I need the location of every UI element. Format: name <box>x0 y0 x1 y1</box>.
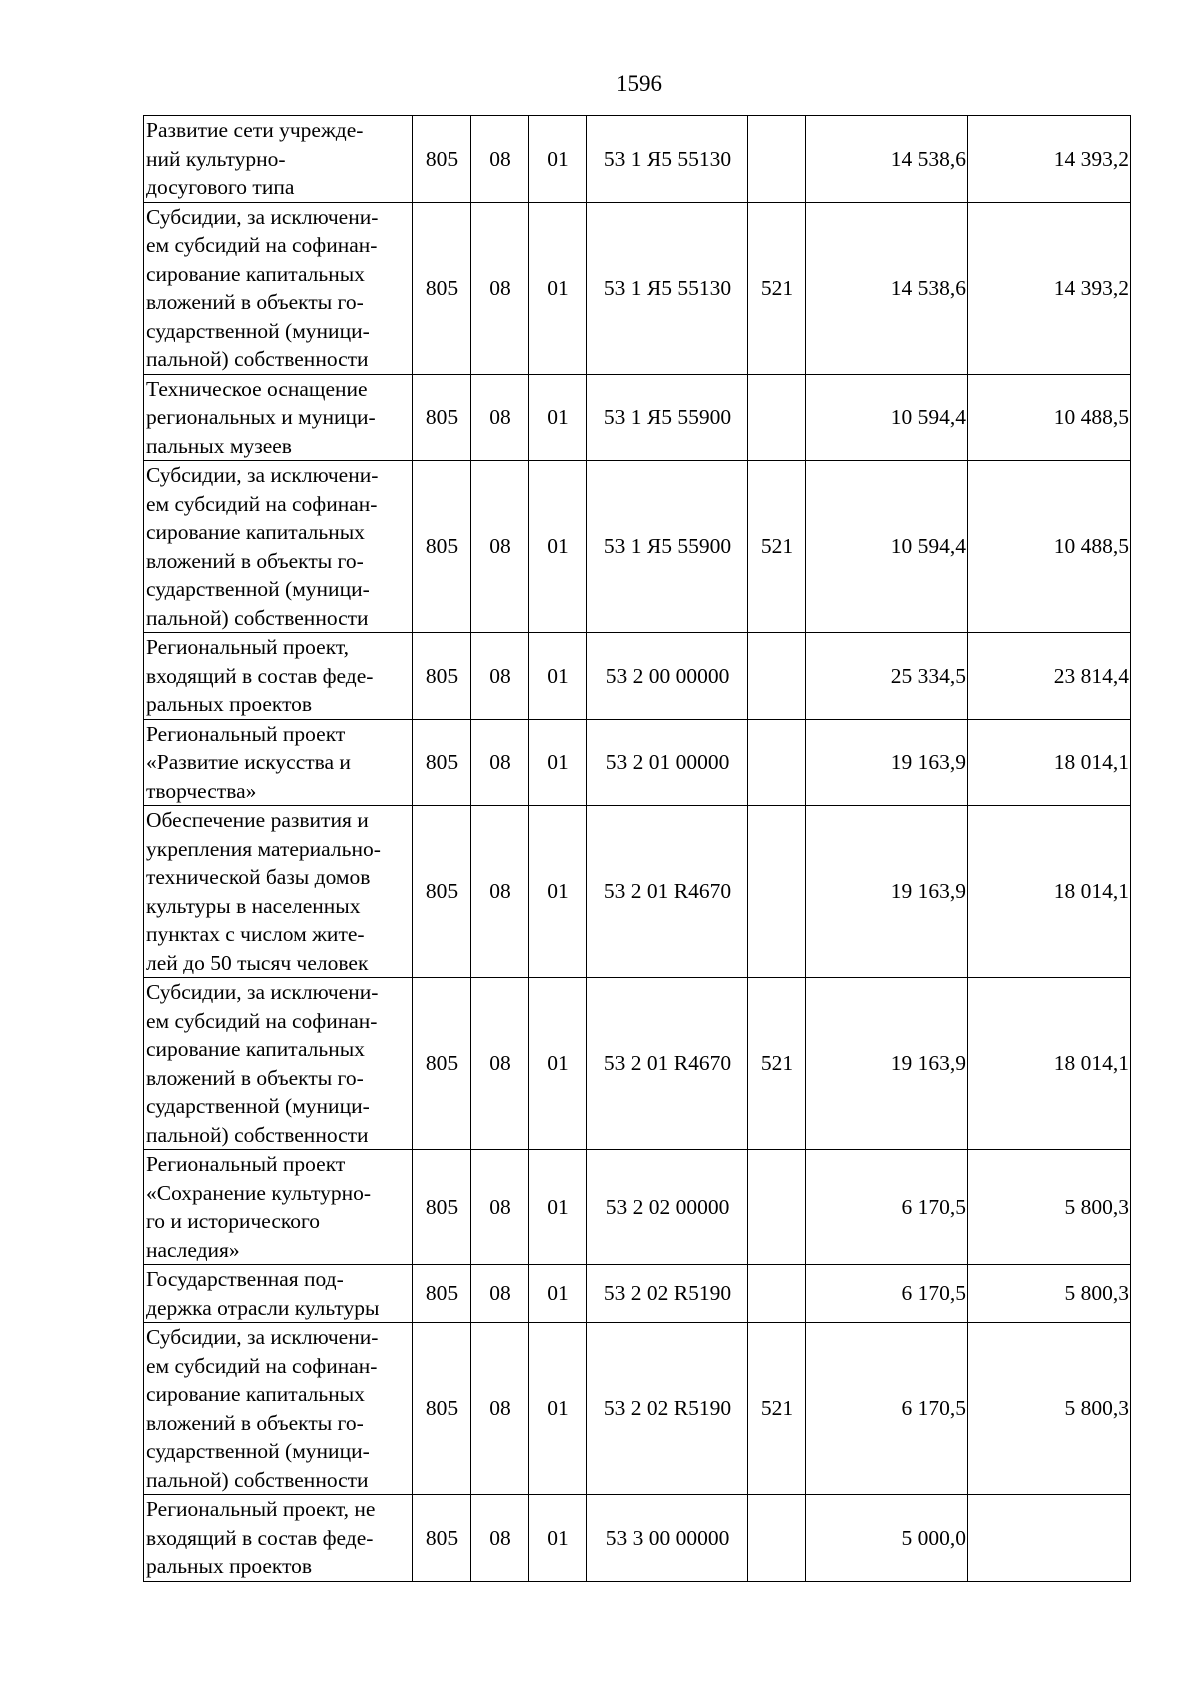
amount-first-year-cell: 6 170,5 <box>806 1265 968 1323</box>
table-row <box>144 719 1131 806</box>
subsection-code-cell: 01 <box>529 116 587 203</box>
amount-first-year-cell: 14 538,6 <box>806 202 968 374</box>
expense-name-cell: Субсидии, за исключени- ем субсидий на софинан- сирование капитальных вложений в объекты го- сударственной (муници- пальной) собственности <box>144 461 413 633</box>
ministry-code-cell: 805 <box>413 1265 471 1323</box>
amount-second-year-cell: 10 488,5 <box>968 374 1131 461</box>
amount-first-year-cell: 25 334,5 <box>806 633 968 720</box>
section-code-cell: 08 <box>471 806 529 978</box>
table-row <box>144 202 1131 374</box>
subsection-code-cell: 01 <box>529 1323 587 1495</box>
expense-type-cell: 521 <box>748 978 806 1150</box>
amount-second-year-cell <box>968 1495 1131 1582</box>
amount-second-year-cell: 18 014,1 <box>968 719 1131 806</box>
expense-name-cell: Региональный проект, не входящий в состав феде- ральных проектов <box>144 1495 413 1582</box>
amount-second-year-cell: 18 014,1 <box>968 806 1131 978</box>
section-code-cell: 08 <box>471 1265 529 1323</box>
amount-first-year-cell: 19 163,9 <box>806 719 968 806</box>
target-article-cell: 53 2 01 00000 <box>587 719 748 806</box>
amount-second-year-cell: 18 014,1 <box>968 978 1131 1150</box>
subsection-code-cell: 01 <box>529 1150 587 1265</box>
expense-name-cell: Региональный проект «Сохранение культурно- го и исторического наследия» <box>144 1150 413 1265</box>
section-code-cell: 08 <box>471 978 529 1150</box>
target-article-cell: 53 1 Я5 55900 <box>587 461 748 633</box>
expense-name-cell: Развитие сети учрежде- ний культурно- досугового типа <box>144 116 413 203</box>
target-article-cell: 53 3 00 00000 <box>587 1495 748 1582</box>
ministry-code-cell: 805 <box>413 1495 471 1582</box>
expense-type-cell <box>748 374 806 461</box>
expense-type-cell: 521 <box>748 1323 806 1495</box>
table-row <box>144 978 1131 1150</box>
section-code-cell: 08 <box>471 461 529 633</box>
amount-second-year-cell: 5 800,3 <box>968 1265 1131 1323</box>
amount-first-year-cell: 19 163,9 <box>806 806 968 978</box>
expense-name-cell: Обеспечение развития и укрепления материально- технической базы домов культуры в населенных пунктах с числом жите- лей до 50 тысяч человек <box>144 806 413 978</box>
expense-type-cell <box>748 1265 806 1323</box>
expense-type-cell <box>748 1150 806 1265</box>
ministry-code-cell: 805 <box>413 116 471 203</box>
budget-table <box>143 115 1131 1582</box>
amount-second-year-cell: 10 488,5 <box>968 461 1131 633</box>
amount-second-year-cell: 14 393,2 <box>968 202 1131 374</box>
expense-type-cell <box>748 719 806 806</box>
section-code-cell: 08 <box>471 1150 529 1265</box>
ministry-code-cell: 805 <box>413 374 471 461</box>
section-code-cell: 08 <box>471 202 529 374</box>
subsection-code-cell: 01 <box>529 719 587 806</box>
target-article-cell: 53 2 00 00000 <box>587 633 748 720</box>
table-row <box>144 806 1131 978</box>
ministry-code-cell: 805 <box>413 461 471 633</box>
amount-second-year-cell: 14 393,2 <box>968 116 1131 203</box>
expense-type-cell <box>748 633 806 720</box>
section-code-cell: 08 <box>471 1495 529 1582</box>
target-article-cell: 53 1 Я5 55130 <box>587 116 748 203</box>
table-row <box>144 1265 1131 1323</box>
amount-first-year-cell: 19 163,9 <box>806 978 968 1150</box>
expense-name-cell: Субсидии, за исключени- ем субсидий на софинан- сирование капитальных вложений в объекты го- сударственной (муници- пальной) собственности <box>144 978 413 1150</box>
table-row <box>144 461 1131 633</box>
expense-name-cell: Техническое оснащение региональных и муници- пальных музеев <box>144 374 413 461</box>
table-row <box>144 116 1131 203</box>
expense-name-cell: Субсидии, за исключени- ем субсидий на софинан- сирование капитальных вложений в объекты го- сударственной (муници- пальной) собственности <box>144 1323 413 1495</box>
ministry-code-cell: 805 <box>413 978 471 1150</box>
amount-first-year-cell: 6 170,5 <box>806 1150 968 1265</box>
ministry-code-cell: 805 <box>413 1323 471 1495</box>
ministry-code-cell: 805 <box>413 633 471 720</box>
amount-first-year-cell: 10 594,4 <box>806 461 968 633</box>
expense-type-cell <box>748 116 806 203</box>
amount-first-year-cell: 10 594,4 <box>806 374 968 461</box>
expense-type-cell <box>748 1495 806 1582</box>
subsection-code-cell: 01 <box>529 374 587 461</box>
subsection-code-cell: 01 <box>529 1495 587 1582</box>
target-article-cell: 53 2 01 R4670 <box>587 978 748 1150</box>
amount-second-year-cell: 5 800,3 <box>968 1323 1131 1495</box>
subsection-code-cell: 01 <box>529 633 587 720</box>
amount-first-year-cell: 14 538,6 <box>806 116 968 203</box>
section-code-cell: 08 <box>471 374 529 461</box>
table-row <box>144 1495 1131 1582</box>
expense-name-cell: Субсидии, за исключени- ем субсидий на софинан- сирование капитальных вложений в объекты го- сударственной (муници- пальной) собственности <box>144 202 413 374</box>
expense-type-cell: 521 <box>748 461 806 633</box>
ministry-code-cell: 805 <box>413 806 471 978</box>
section-code-cell: 08 <box>471 633 529 720</box>
expense-name-cell: Государственная под- держка отрасли культуры <box>144 1265 413 1323</box>
subsection-code-cell: 01 <box>529 202 587 374</box>
expense-name-cell: Региональный проект, входящий в состав феде- ральных проектов <box>144 633 413 720</box>
target-article-cell: 53 2 02 R5190 <box>587 1323 748 1495</box>
subsection-code-cell: 01 <box>529 1265 587 1323</box>
table-row <box>144 374 1131 461</box>
page-number: 1596 <box>616 71 662 96</box>
table-row <box>144 1150 1131 1265</box>
amount-second-year-cell: 5 800,3 <box>968 1150 1131 1265</box>
ministry-code-cell: 805 <box>413 202 471 374</box>
ministry-code-cell: 805 <box>413 719 471 806</box>
table-row <box>144 1323 1131 1495</box>
table-row <box>144 633 1131 720</box>
ministry-code-cell: 805 <box>413 1150 471 1265</box>
amount-first-year-cell: 6 170,5 <box>806 1323 968 1495</box>
expense-name-cell: Региональный проект «Развитие искусства и творчества» <box>144 719 413 806</box>
target-article-cell: 53 2 02 00000 <box>587 1150 748 1265</box>
section-code-cell: 08 <box>471 116 529 203</box>
budget-table-body <box>144 116 1131 1582</box>
amount-first-year-cell: 5 000,0 <box>806 1495 968 1582</box>
expense-type-cell: 521 <box>748 202 806 374</box>
expense-type-cell <box>748 806 806 978</box>
section-code-cell: 08 <box>471 719 529 806</box>
section-code-cell: 08 <box>471 1323 529 1495</box>
subsection-code-cell: 01 <box>529 461 587 633</box>
subsection-code-cell: 01 <box>529 806 587 978</box>
target-article-cell: 53 1 Я5 55130 <box>587 202 748 374</box>
target-article-cell: 53 2 01 R4670 <box>587 806 748 978</box>
target-article-cell: 53 1 Я5 55900 <box>587 374 748 461</box>
target-article-cell: 53 2 02 R5190 <box>587 1265 748 1323</box>
subsection-code-cell: 01 <box>529 978 587 1150</box>
amount-second-year-cell: 23 814,4 <box>968 633 1131 720</box>
